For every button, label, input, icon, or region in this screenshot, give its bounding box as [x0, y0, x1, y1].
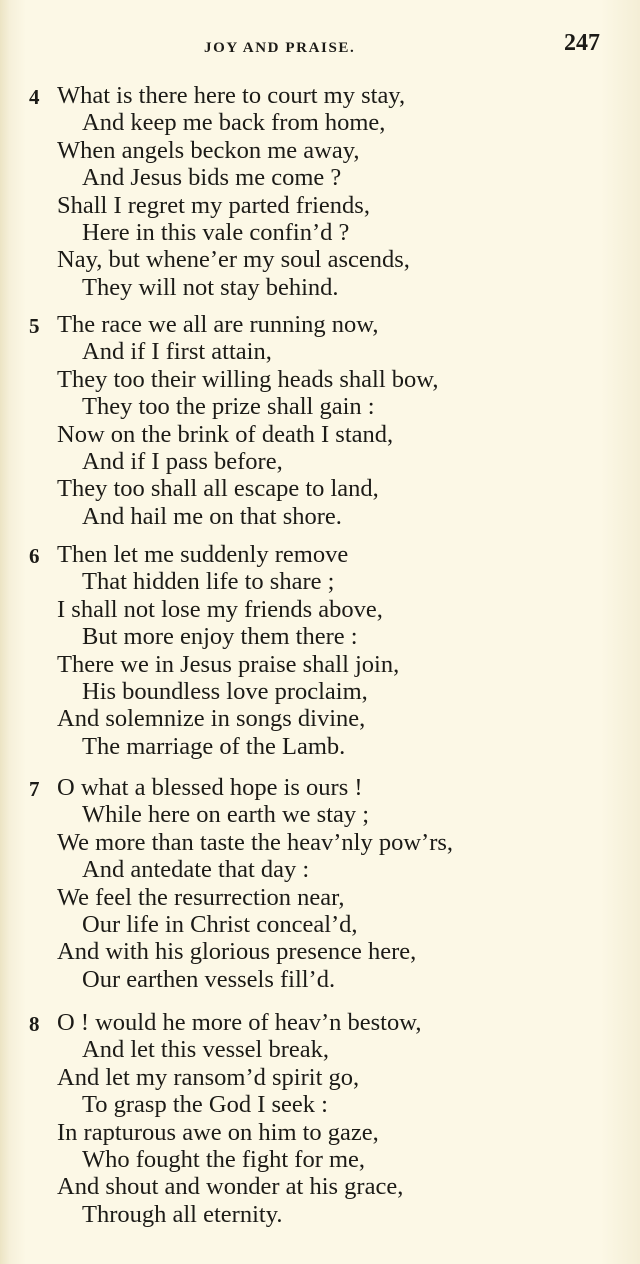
- verse-line: Through all eternity.: [82, 1200, 283, 1228]
- verse-line: And with his glorious presence here,: [57, 938, 417, 966]
- verse-line: I shall not lose my friends above,: [57, 595, 383, 623]
- verse-line: They will not stay behind.: [82, 273, 339, 301]
- stanza-number: 7: [29, 777, 40, 801]
- verse-line: Here in this vale confin’d ?: [82, 219, 350, 246]
- verse-line: And keep me back from home,: [82, 109, 386, 137]
- verse-line: That hidden life to share ;: [82, 568, 335, 596]
- verse-line: Then let me suddenly remove: [57, 541, 349, 568]
- verse-line: Who fought the fight for me,: [82, 1146, 366, 1173]
- verse-line: They too their willing heads shall bow,: [57, 365, 439, 393]
- verse-line: They too shall all escape to land,: [57, 475, 379, 503]
- verse-line: To grasp the God I seek :: [82, 1091, 328, 1119]
- verse-line: And let my ransom’d spirit go,: [57, 1063, 360, 1091]
- verse-line: There we in Jesus praise shall join,: [57, 650, 400, 678]
- verse-line: And solemnize in songs divine,: [57, 705, 366, 733]
- verse-line: While here on earth we stay ;: [82, 801, 370, 829]
- stanza-number: 6: [29, 544, 40, 568]
- verse-line: And if I first attain,: [82, 338, 272, 366]
- verse-line: His boundless love proclaim,: [82, 678, 368, 705]
- verse-line: In rapturous awe on him to gaze,: [57, 1118, 379, 1146]
- verse-line: When angels beckon me away,: [57, 136, 360, 164]
- verse-line: And antedate that day :: [82, 856, 310, 884]
- verse-line: We more than taste the heav’nly pow’rs,: [57, 828, 454, 856]
- verse-line: Our life in Christ conceal’d,: [82, 911, 358, 938]
- verse-line: And let this vessel break,: [82, 1036, 329, 1064]
- verse-line: Now on the brink of death I stand,: [57, 420, 394, 448]
- show-through-from-facing-page: [590, 150, 640, 1250]
- stanza-number: 8: [29, 1012, 40, 1036]
- verse-line: What is there here to court my stay,: [57, 82, 406, 109]
- verse-line: They too the prize shall gain :: [82, 393, 375, 421]
- stanza-number: 4: [29, 85, 40, 109]
- verse-line: And Jesus bids me come ?: [82, 164, 342, 192]
- verse-line: But more enjoy them there :: [82, 623, 358, 651]
- verse-line: And hail me on that shore.: [82, 502, 342, 530]
- verse-line: Our earthen vessels fill’d.: [82, 965, 336, 993]
- running-head: JOY AND PRAISE.: [204, 40, 356, 56]
- verse-line: And shout and wonder at his grace,: [57, 1173, 404, 1201]
- verse-line: The marriage of the Lamb.: [82, 732, 346, 760]
- stanza-number: 5: [29, 314, 40, 338]
- verse-line: Shall I regret my parted friends,: [57, 191, 370, 219]
- verse-line: O ! would he more of heav’n bestow,: [57, 1009, 422, 1036]
- verse-line: Nay, but whene’er my soul ascends,: [57, 246, 410, 274]
- verse-line: O what a blessed hope is ours !: [57, 774, 363, 801]
- page-number: 247: [564, 30, 600, 56]
- verse-line: And if I pass before,: [82, 448, 283, 475]
- page-header: [0, 30, 640, 70]
- verse-line: The race we all are running now,: [57, 311, 379, 338]
- verse-line: We feel the resurrection near,: [57, 883, 345, 911]
